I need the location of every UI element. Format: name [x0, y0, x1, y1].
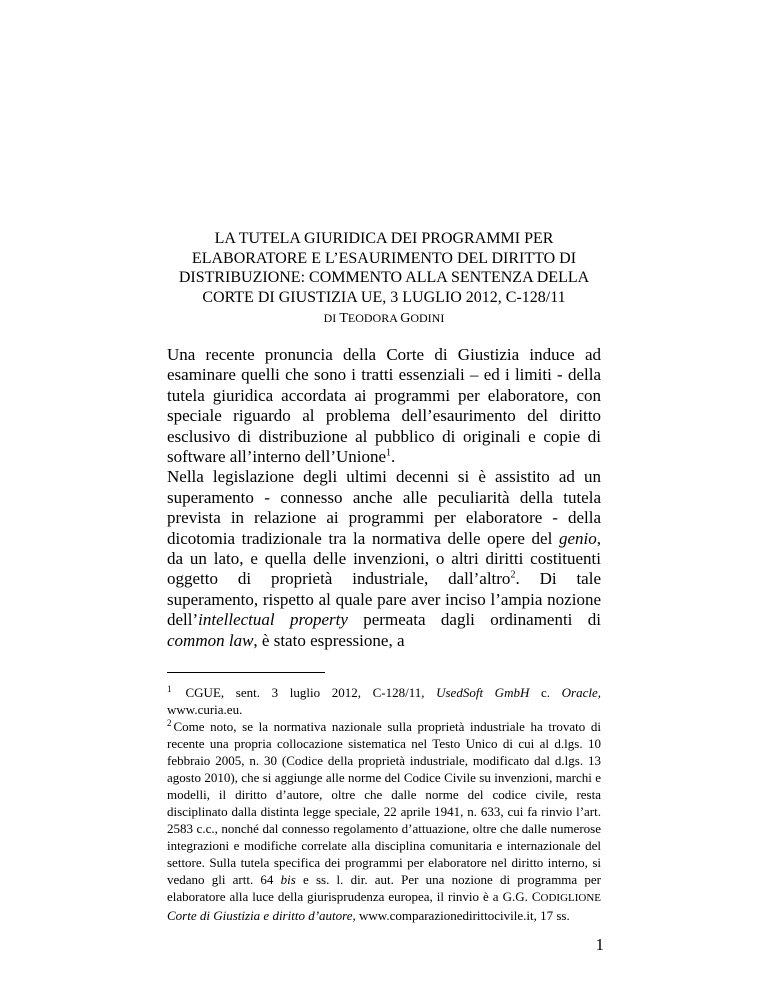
title-line: LA TUTELA GIURIDICA DEI PROGRAMMI PER — [214, 230, 554, 247]
footnotes-section — [167, 684, 601, 924]
paragraph-text: . Di tale superamento, rispetto al quale pare aver inciso l’ampia nozione dell’ — [167, 569, 601, 630]
author-last-initial: G — [400, 311, 411, 326]
footnote-ref-1[interactable]: 1 — [386, 447, 392, 459]
byline-prefix: DI — [323, 311, 340, 325]
footnote-text: Come noto, se la normativa nazionale sulla proprietà industriale ha trovato di recente una propria collocazione sistematica nel Testo Unico di cui al d.lgs. 10 febbraio 2005, n. 30 (Codice della proprietà industriale, modificato dal d.lgs. 13 agosto 2010), che si aggiunge alle norme del Codice Civile su invenzioni, marchi e modelli, il diritto d’autore, oltre che dalle norme del codice civile, resta disciplinato dalla distinta legge speciale, 22 aprile 1941, n. 633, cui fa rinvio l’art. 2583 c.c., nonché dal connesso regolamento d’attuazione, oltre che dalle numerose integrazioni e modifiche correlate alla disciplina comunitaria e internazionale del settore. Sulla tutela specifica dei programmi per elaboratore nel diritto interno, si vedano gli artt. 64 — [167, 719, 601, 887]
footnote-text: , www.comparazionedirittocivile.it, 17 ss. — [352, 908, 570, 923]
italic-term: genio — [558, 528, 597, 548]
footnote-ref-2[interactable]: 2 — [510, 569, 516, 581]
author-first-rest: EODORA — [347, 311, 401, 325]
footnote-mark: 1 — [167, 683, 172, 694]
footnote-text: c. — [529, 685, 562, 700]
article-body — [167, 345, 601, 651]
paragraph-text: permeata dagli ordinamenti di — [347, 610, 601, 630]
page-number: 1 — [595, 935, 604, 954]
title-line: CORTE DI GIUSTIZIA UE, 3 LUGLIO 2012, C-128/11 — [202, 288, 566, 306]
article-title — [140, 229, 628, 307]
paragraph-text: , da un lato, e quella delle invenzioni, o altri diritti costituenti oggetto di proprietà industriale, dall’altro — [167, 528, 601, 589]
italic-term: Corte di Giustizia e diritto d’autore — [167, 908, 353, 923]
footnote-text: , www.curia.eu. — [167, 685, 602, 717]
footnote-2 — [167, 718, 601, 924]
footnote-text: e ss. l. dir. aut. Per una nozione di programma per elaboratore alla luce della giurisprudenza europea, il rinvio è a G.G. — [167, 872, 601, 904]
paragraph-text: Una recente pronuncia della Corte di Giustizia induce ad esaminare quelli che sono i tratti essenziali – ed i limiti - della tutela giuridica accordata ai programmi per elaboratore, con speciale riguardo al problema dell’esaurimento del diritto esclusivo di distribuzione al pubblico di originali e copie di software all’interno dell’Unione — [167, 345, 601, 467]
paragraph-text: , è stato espressione, a — [253, 630, 405, 650]
title-line: DISTRIBUZIONE: COMMENTO ALLA SENTENZA DELLA — [178, 269, 590, 286]
footnote-divider — [167, 672, 325, 673]
paragraph-text: . — [391, 447, 396, 467]
italic-term: bis — [280, 872, 296, 887]
author-initial: C — [531, 889, 541, 904]
paragraph-text: Nella legislazione degli ultimi decenni si è assistito ad un superamento - connesso anche alle peculiarità della tutela prevista in relazione ai programmi per elaboratore - della dicotomia tradizionale tra la normativa delle opere del — [167, 467, 601, 548]
footnote-mark: 2 — [167, 717, 172, 728]
italic-term: UsedSoft GmbH — [436, 685, 530, 700]
author-surname: ODIGLIONE — [540, 892, 601, 904]
author-first-initial: T — [339, 311, 348, 326]
title-line: ELABORATORE E L’ESAURIMENTO DEL DIRITTO DI — [191, 249, 577, 267]
body-paragraph-2 — [167, 467, 601, 651]
body-paragraph-1 — [167, 345, 601, 467]
footnote-1 — [167, 684, 601, 718]
italic-term: common law — [167, 630, 254, 650]
italic-term: Oracle — [561, 685, 598, 700]
italic-term: intellectual property — [198, 610, 348, 630]
footnote-text: CGUE, sent. 3 luglio 2012, C-128/11, — [185, 685, 437, 700]
author-last-rest: ODINI — [410, 311, 445, 325]
author-byline — [140, 311, 628, 326]
